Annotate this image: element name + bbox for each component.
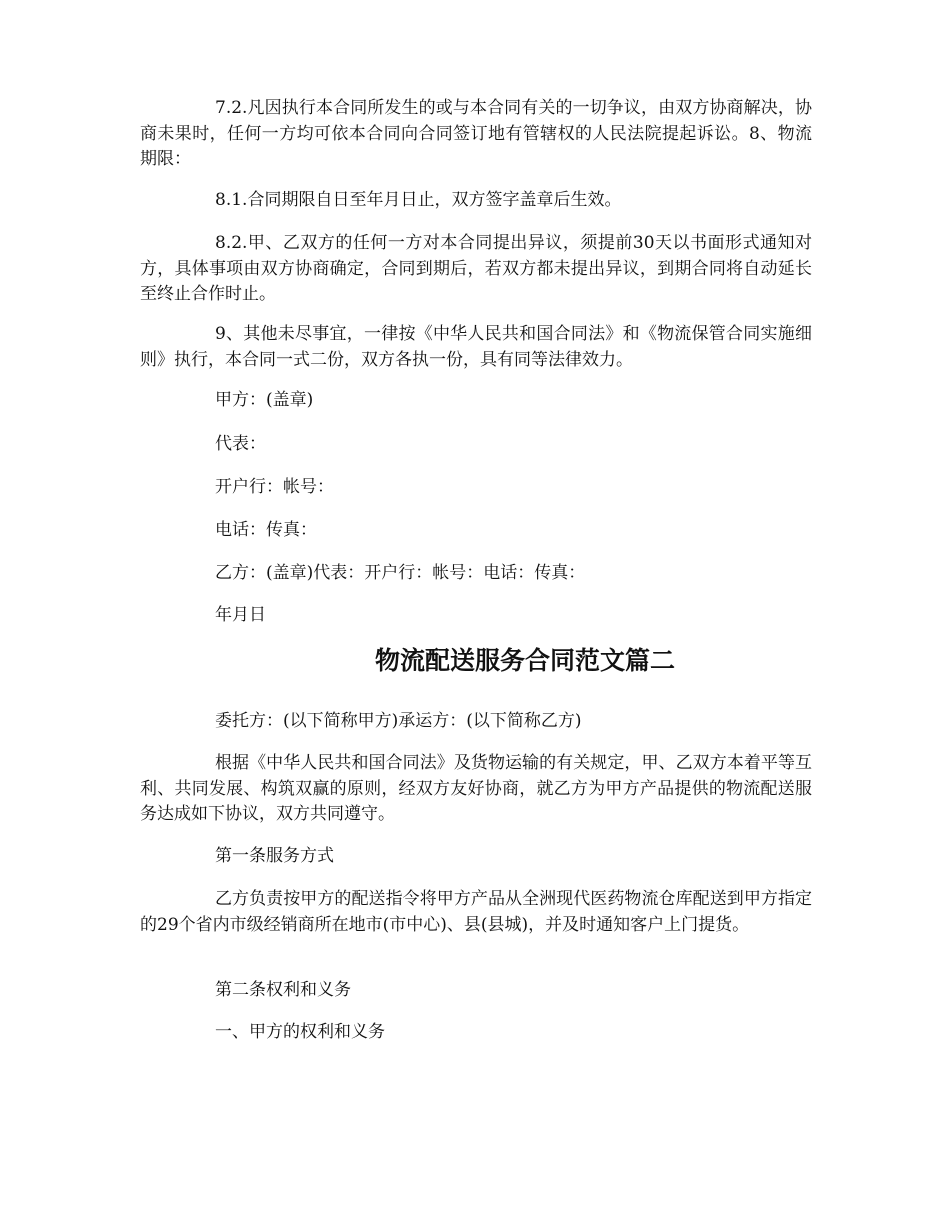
paragraph-8-1: 8.1.合同期限自日至年月日止，双方签字盖章后生效。 bbox=[215, 190, 622, 210]
bank-account-line: 开户行：帐号： bbox=[215, 477, 334, 497]
article-2-heading: 第二条权利和义务 bbox=[215, 980, 351, 1000]
phone-fax-line: 电话：传真： bbox=[215, 520, 317, 540]
paragraph-9: 9、其他未尽事宜，一律按《中华人民共和国合同法》和《物流保管合同实施细则》执行，本合同一式二份，双方各执一份，具有同等法律效力。 bbox=[140, 324, 812, 370]
section-title: 物流配送服务合同范文篇二 bbox=[374, 646, 675, 675]
article-1-paragraph: 乙方负责按甲方的配送指令将甲方产品从全洲现代医药物流仓库配送到甲方指定的29个省内市级经销商所在地市(市中心)、县(县城)，并及时通知客户上门提货。 bbox=[140, 889, 812, 935]
representative-line: 代表： bbox=[215, 434, 266, 454]
paragraph-7-2: 7.2.凡因执行本合同所发生的或与本合同有关的一切争议，由双方协商解决，协商未果时，任何一方均可依本合同向合同签订地有管辖权的人民法院提起诉讼。8、物流期限： bbox=[140, 98, 812, 169]
intro-paragraph: 根据《中华人民共和国合同法》及货物运输的有关规定，甲、乙双方本着平等互利、共同发展、构筑双赢的原则，经双方友好协商，就乙方为甲方产品提供的物流配送服务达成如下协议，双方共同遵守。 bbox=[140, 753, 812, 824]
parties-line: 委托方：(以下简称甲方)承运方：(以下简称乙方) bbox=[215, 711, 582, 731]
article-1-heading: 第一条服务方式 bbox=[215, 846, 334, 866]
party-a-seal-line: 甲方：(盖章) bbox=[215, 390, 314, 410]
party-b-line: 乙方：(盖章)代表：开户行：帐号：电话：传真： bbox=[215, 563, 586, 583]
party-a-rights-heading: 一、甲方的权利和义务 bbox=[215, 1022, 385, 1042]
paragraph-8-2: 8.2.甲、乙双方的任何一方对本合同提出异议，须提前30天以书面形式通知对方，具体事项由双方协商确定，合同到期后，若双方都未提出异议，到期合同将自动延长至终止合作时止。 bbox=[140, 233, 812, 304]
date-line: 年月日 bbox=[215, 605, 266, 625]
